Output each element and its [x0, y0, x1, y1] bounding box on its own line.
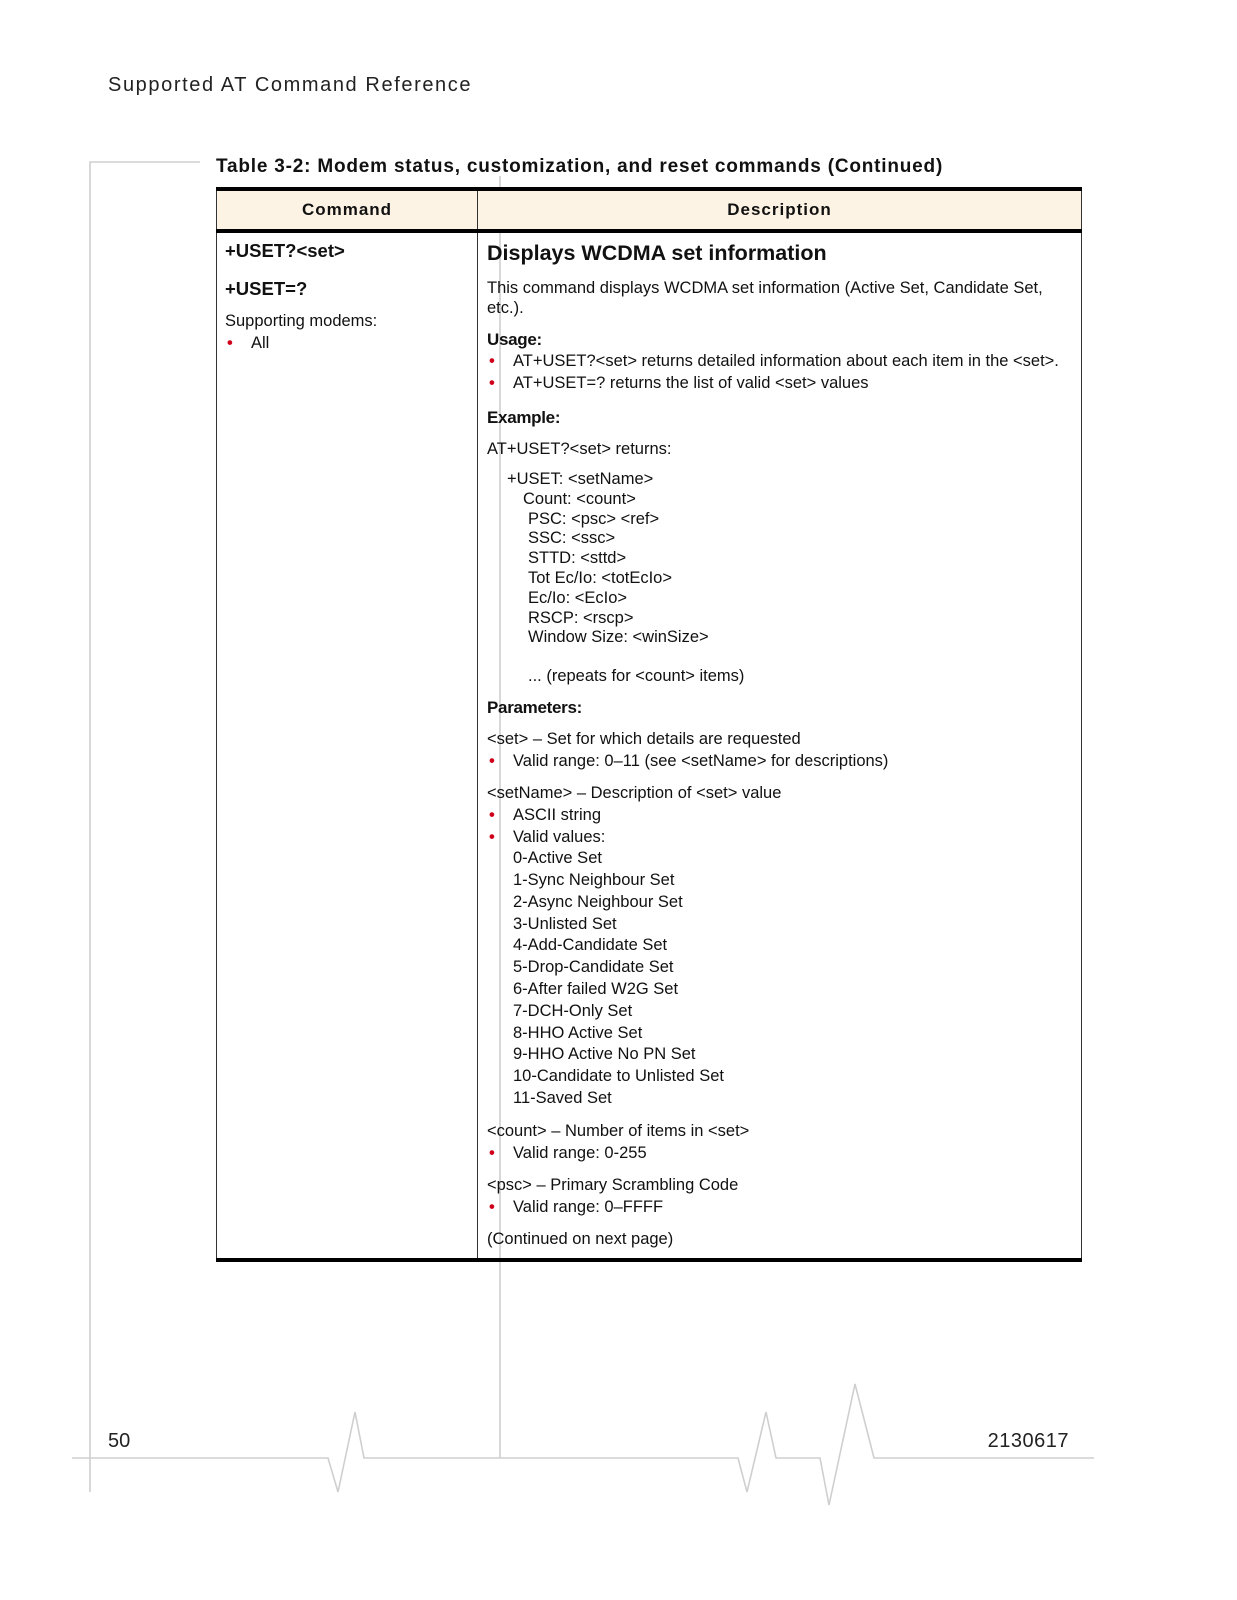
set-value: 9-HHO Active No PN Set — [513, 1045, 696, 1064]
bullet-icon: • — [489, 374, 495, 392]
set-value: 7-DCH-Only Set — [513, 1001, 633, 1020]
example-line: Count: <count> — [523, 489, 636, 508]
param-setname-label: <setName> – Description of <set> value — [487, 784, 782, 803]
param-count-label: <count> – Number of items in <set> — [487, 1121, 750, 1140]
column-header-description: Description — [478, 189, 1082, 231]
example-line: +USET: <setName> — [507, 470, 654, 488]
param-bullet: Valid range: 0–FFFF — [513, 1197, 664, 1216]
table-row — [217, 231, 1082, 1260]
set-value: 0-Active Set — [513, 849, 602, 868]
example-heading: Example: — [487, 408, 561, 427]
command-cell — [217, 231, 478, 1260]
list-item — [487, 826, 1073, 848]
list-item — [487, 750, 1073, 772]
param-bullet: Valid range: 0–11 (see <setName> for descriptions) — [513, 752, 889, 771]
param-bullet: Valid range: 0-255 — [513, 1143, 647, 1162]
supporting-modems-label: Supporting modems: — [225, 312, 378, 330]
usage-heading: Usage: — [487, 330, 542, 349]
set-value: 11-Saved Set — [513, 1088, 612, 1107]
usage-text: AT+USET?<set> returns detailed information about each item in the <set>. — [513, 352, 1059, 370]
column-header-command: Command — [217, 189, 478, 231]
table-title: Table 3-2: Modem status, customization, and reset commands (Continued) — [216, 156, 944, 177]
running-header: Supported AT Command Reference — [108, 74, 473, 96]
example-line: STTD: <sttd> — [528, 549, 627, 568]
command-name: +USET=? — [225, 278, 308, 299]
set-value: 8-HHO Active Set — [513, 1023, 643, 1042]
set-value: 1-Sync Neighbour Set — [513, 870, 675, 889]
param-bullet: Valid values: — [513, 828, 606, 847]
bullet-icon: • — [227, 334, 233, 352]
bullet-icon: • — [489, 828, 495, 847]
table-header-row — [217, 189, 1082, 231]
example-intro: AT+USET?<set> returns: — [487, 440, 672, 458]
example-line: Window Size: <winSize> — [528, 628, 709, 647]
list-item — [487, 350, 1073, 372]
example-line: SSC: <ssc> — [528, 529, 616, 548]
bullet-icon: • — [489, 752, 495, 771]
example-line: RSCP: <rscp> — [528, 608, 634, 627]
parameters-heading: Parameters: — [487, 698, 582, 718]
example-line: PSC: <psc> <ref> — [528, 509, 660, 528]
description-cell — [478, 231, 1082, 1260]
set-value: 4-Add-Candidate Set — [513, 936, 668, 955]
example-line: Ec/Io: <EcIo> — [528, 588, 628, 607]
supported-modem: All — [251, 334, 270, 352]
bullet-icon: • — [489, 806, 495, 825]
param-bullet: ASCII string — [513, 806, 602, 825]
left-bracket-line — [90, 162, 200, 1492]
usage-text: AT+USET=? returns the list of valid <set> values — [513, 374, 869, 392]
list-item — [487, 804, 1073, 826]
example-repeats: ... (repeats for <count> items) — [528, 667, 745, 686]
list-item — [487, 1196, 1073, 1218]
bullet-icon: • — [489, 1197, 495, 1216]
bullet-icon: • — [489, 352, 495, 370]
heartbeat-line — [72, 1384, 1094, 1505]
list-item — [487, 1142, 1073, 1164]
set-value: 2-Async Neighbour Set — [513, 892, 683, 911]
example-line: Tot Ec/Io: <totEcIo> — [528, 568, 672, 587]
set-value: 3-Unlisted Set — [513, 914, 617, 933]
example-output — [487, 470, 1073, 648]
set-value: 5-Drop-Candidate Set — [513, 958, 674, 977]
list-item — [487, 372, 1073, 394]
set-values-list — [487, 848, 1073, 1110]
list-item — [225, 332, 469, 354]
document-number: 2130617 — [987, 1430, 1069, 1452]
continued-note: (Continued on next page) — [487, 1229, 674, 1248]
page-number: 50 — [108, 1430, 131, 1452]
command-table — [216, 187, 1082, 1262]
bullet-icon: • — [489, 1143, 495, 1162]
description-title: Displays WCDMA set information — [487, 241, 827, 265]
param-psc-label: <psc> – Primary Scrambling Code — [487, 1175, 739, 1194]
set-value: 10-Candidate to Unlisted Set — [513, 1067, 724, 1086]
param-set-label: <set> – Set for which details are requested — [487, 730, 801, 749]
description-intro: This command displays WCDMA set information (Active Set, Candidate Set, etc.). — [487, 279, 1043, 317]
set-value: 6-After failed W2G Set — [513, 979, 679, 998]
command-name: +USET?<set> — [225, 240, 345, 261]
